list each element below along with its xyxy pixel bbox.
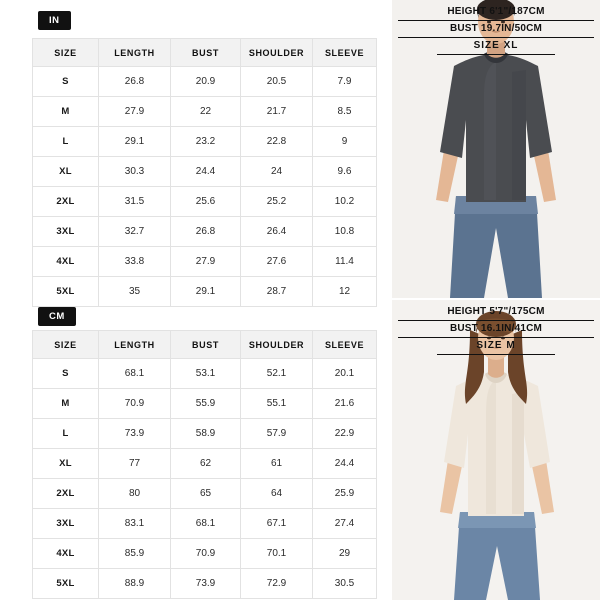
cell-shoulder: 20.5 <box>241 67 313 97</box>
cell-size: S <box>33 359 99 389</box>
cell-bust: 53.1 <box>171 359 241 389</box>
cell-size: 3XL <box>33 217 99 247</box>
table-row <box>33 127 377 157</box>
cell-length: 68.1 <box>99 359 171 389</box>
cell-bust: 22 <box>171 97 241 127</box>
cell-length: 33.8 <box>99 247 171 277</box>
cell-shoulder: 64 <box>241 479 313 509</box>
table-row <box>33 419 377 449</box>
cell-shoulder: 21.7 <box>241 97 313 127</box>
cell-sleeve: 24.4 <box>313 449 377 479</box>
cell-length: 27.9 <box>99 97 171 127</box>
cell-bust: 23.2 <box>171 127 241 157</box>
cell-shoulder: 22.8 <box>241 127 313 157</box>
cell-length: 30.3 <box>99 157 171 187</box>
cell-shoulder: 26.4 <box>241 217 313 247</box>
model-photos-column <box>392 0 600 600</box>
model-specs-female <box>392 300 600 355</box>
unit-badge-in-wrap <box>38 10 71 30</box>
model-specs-male <box>392 0 600 55</box>
model-photo-male <box>392 0 600 298</box>
table-header-row <box>33 331 377 359</box>
cell-shoulder: 55.1 <box>241 389 313 419</box>
cell-bust: 27.9 <box>171 247 241 277</box>
table-row <box>33 569 377 599</box>
cell-shoulder: 25.2 <box>241 187 313 217</box>
cell-bust: 29.1 <box>171 277 241 307</box>
cell-shoulder: 72.9 <box>241 569 313 599</box>
cell-shoulder: 67.1 <box>241 509 313 539</box>
table-row <box>33 449 377 479</box>
cell-sleeve: 9.6 <box>313 157 377 187</box>
unit-badge-cm-wrap <box>38 306 76 326</box>
cell-bust: 65 <box>171 479 241 509</box>
table-header-row <box>33 39 377 67</box>
cell-shoulder: 61 <box>241 449 313 479</box>
cell-sleeve: 27.4 <box>313 509 377 539</box>
cell-size: M <box>33 389 99 419</box>
cell-size: S <box>33 67 99 97</box>
table-row <box>33 509 377 539</box>
cell-sleeve: 25.9 <box>313 479 377 509</box>
cell-length: 35 <box>99 277 171 307</box>
cell-length: 26.8 <box>99 67 171 97</box>
cell-length: 77 <box>99 449 171 479</box>
cell-size: 3XL <box>33 509 99 539</box>
cell-shoulder: 27.6 <box>241 247 313 277</box>
table-row <box>33 247 377 277</box>
column-header-length: LENGTH <box>99 331 171 359</box>
cell-bust: 25.6 <box>171 187 241 217</box>
unit-badge-cm: CM <box>38 307 76 326</box>
cell-size: 4XL <box>33 539 99 569</box>
cell-size: 2XL <box>33 187 99 217</box>
column-header-shoulder: SHOULDER <box>241 331 313 359</box>
model-height-female: HEIGHT 5'7"/175CM <box>398 304 594 321</box>
cell-sleeve: 12 <box>313 277 377 307</box>
model-bust-male: BUST 19.7IN/50CM <box>398 21 594 38</box>
cell-size: 4XL <box>33 247 99 277</box>
cell-size: XL <box>33 449 99 479</box>
table-row <box>33 389 377 419</box>
column-header-bust: BUST <box>171 331 241 359</box>
table-row <box>33 217 377 247</box>
cell-shoulder: 70.1 <box>241 539 313 569</box>
cell-size: 2XL <box>33 479 99 509</box>
size-table-centimeters <box>32 330 377 599</box>
column-header-size: SIZE <box>33 331 99 359</box>
cell-bust: 26.8 <box>171 217 241 247</box>
cell-bust: 73.9 <box>171 569 241 599</box>
cell-sleeve: 20.1 <box>313 359 377 389</box>
model-size-female: SIZE M <box>437 338 555 355</box>
column-header-size: SIZE <box>33 39 99 67</box>
column-header-sleeve: SLEEVE <box>313 39 377 67</box>
cell-length: 88.9 <box>99 569 171 599</box>
cell-length: 31.5 <box>99 187 171 217</box>
cell-size: 5XL <box>33 277 99 307</box>
model-bust-female: BUST 16.1IN/41CM <box>398 321 594 338</box>
cell-size: XL <box>33 157 99 187</box>
cell-shoulder: 57.9 <box>241 419 313 449</box>
cell-size: L <box>33 419 99 449</box>
cell-sleeve: 30.5 <box>313 569 377 599</box>
cell-length: 70.9 <box>99 389 171 419</box>
table-row <box>33 479 377 509</box>
table-row <box>33 157 377 187</box>
cell-bust: 20.9 <box>171 67 241 97</box>
cell-bust: 58.9 <box>171 419 241 449</box>
cell-bust: 68.1 <box>171 509 241 539</box>
column-header-bust: BUST <box>171 39 241 67</box>
column-header-shoulder: SHOULDER <box>241 39 313 67</box>
table-row <box>33 97 377 127</box>
cell-bust: 70.9 <box>171 539 241 569</box>
cell-shoulder: 24 <box>241 157 313 187</box>
cell-shoulder: 52.1 <box>241 359 313 389</box>
cell-bust: 55.9 <box>171 389 241 419</box>
cell-shoulder: 28.7 <box>241 277 313 307</box>
cell-sleeve: 8.5 <box>313 97 377 127</box>
cell-sleeve: 10.8 <box>313 217 377 247</box>
cell-length: 32.7 <box>99 217 171 247</box>
cell-sleeve: 10.2 <box>313 187 377 217</box>
cell-size: M <box>33 97 99 127</box>
cell-sleeve: 29 <box>313 539 377 569</box>
size-table-inches <box>32 38 377 307</box>
cell-length: 73.9 <box>99 419 171 449</box>
cell-sleeve: 11.4 <box>313 247 377 277</box>
cell-length: 85.9 <box>99 539 171 569</box>
table-row <box>33 67 377 97</box>
model-photo-female <box>392 300 600 600</box>
column-header-sleeve: SLEEVE <box>313 331 377 359</box>
table-row <box>33 277 377 307</box>
column-header-length: LENGTH <box>99 39 171 67</box>
cell-bust: 24.4 <box>171 157 241 187</box>
cell-size: L <box>33 127 99 157</box>
cell-length: 83.1 <box>99 509 171 539</box>
unit-badge-in: IN <box>38 11 71 30</box>
cell-bust: 62 <box>171 449 241 479</box>
cell-length: 80 <box>99 479 171 509</box>
table-row <box>33 359 377 389</box>
cell-sleeve: 9 <box>313 127 377 157</box>
cell-sleeve: 7.9 <box>313 67 377 97</box>
table-row <box>33 539 377 569</box>
cell-sleeve: 21.6 <box>313 389 377 419</box>
model-size-male: SIZE XL <box>437 38 555 55</box>
cell-length: 29.1 <box>99 127 171 157</box>
model-height-male: HEIGHT 6'1"/187CM <box>398 4 594 21</box>
table-row <box>33 187 377 217</box>
cell-sleeve: 22.9 <box>313 419 377 449</box>
cell-size: 5XL <box>33 569 99 599</box>
